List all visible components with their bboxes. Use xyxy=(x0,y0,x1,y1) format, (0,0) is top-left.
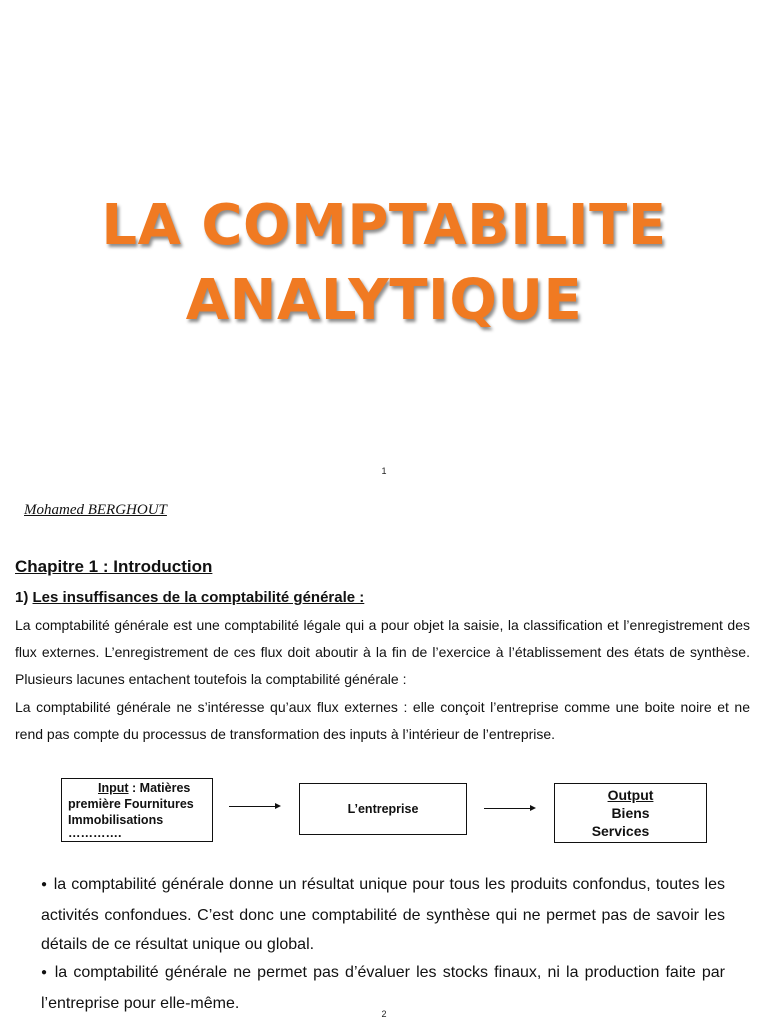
document-title-line-1: LA COMPTABILITE xyxy=(101,193,667,258)
output-label: Output xyxy=(607,787,654,803)
input-box xyxy=(61,778,213,842)
enterprise-label: L’entreprise xyxy=(347,802,419,816)
input-line-4: …………. xyxy=(68,826,122,840)
output-box xyxy=(554,783,707,843)
paragraph-1: La comptabilité générale est une comptabilité légale qui a pour objet la saisie, la classification et l’enregistrement des flux externes. L’enregistrement de ces flux doit aboutir à la fin de l’exercice à l’établissement des états de synthèse. Plusieurs lacunes entachent toutefois la comptabilité générale : xyxy=(15,617,750,687)
document-title-line-2: ANALYTIQUE xyxy=(185,268,583,333)
input-label: Input xyxy=(98,781,129,795)
input-line-1: : Matières xyxy=(128,781,191,795)
arrow-input-to-enterprise xyxy=(229,806,279,807)
enterprise-box xyxy=(299,783,467,835)
input-line-3: Immobilisations xyxy=(68,813,164,827)
page-number-2: 2 xyxy=(381,1009,387,1019)
chapter-heading: Chapitre 1 : Introduction xyxy=(15,557,213,576)
section-title: Les insuffisances de la comptabilité générale : xyxy=(32,589,365,606)
arrow-enterprise-to-output xyxy=(484,808,534,809)
section-heading xyxy=(15,589,364,606)
output-line-2: Biens xyxy=(611,805,650,821)
page-number-1: 1 xyxy=(381,466,387,476)
input-line-2: première Fournitures xyxy=(68,797,194,811)
output-line-3: Services xyxy=(591,823,650,839)
author-name: Mohamed BERGHOUT xyxy=(24,502,167,518)
section-number: 1) xyxy=(15,589,29,606)
bullet-icon: ● xyxy=(41,967,49,978)
bullet-icon: ● xyxy=(41,879,48,890)
bullet-text-2: la comptabilité générale ne permet pas d’évaluer les stocks finaux, ni la production faite par l’entreprise pour elle-même. xyxy=(41,964,725,1012)
paragraph-2: La comptabilité générale ne s’intéresse qu’aux flux externes : elle conçoit l’entreprise comme une boite noire et ne rend pas compte du processus de transformation des inputs à l’intérieur de l’entreprise. xyxy=(15,699,750,742)
bullet-item-1 xyxy=(41,870,725,959)
bullet-text-1: la comptabilité générale donne un résultat unique pour tous les produits confondus, toutes les activités confondues. C’est donc une comptabilité de synthèse qui ne permet pas de savoir les détails de ce résultat unique ou global. xyxy=(41,876,726,953)
